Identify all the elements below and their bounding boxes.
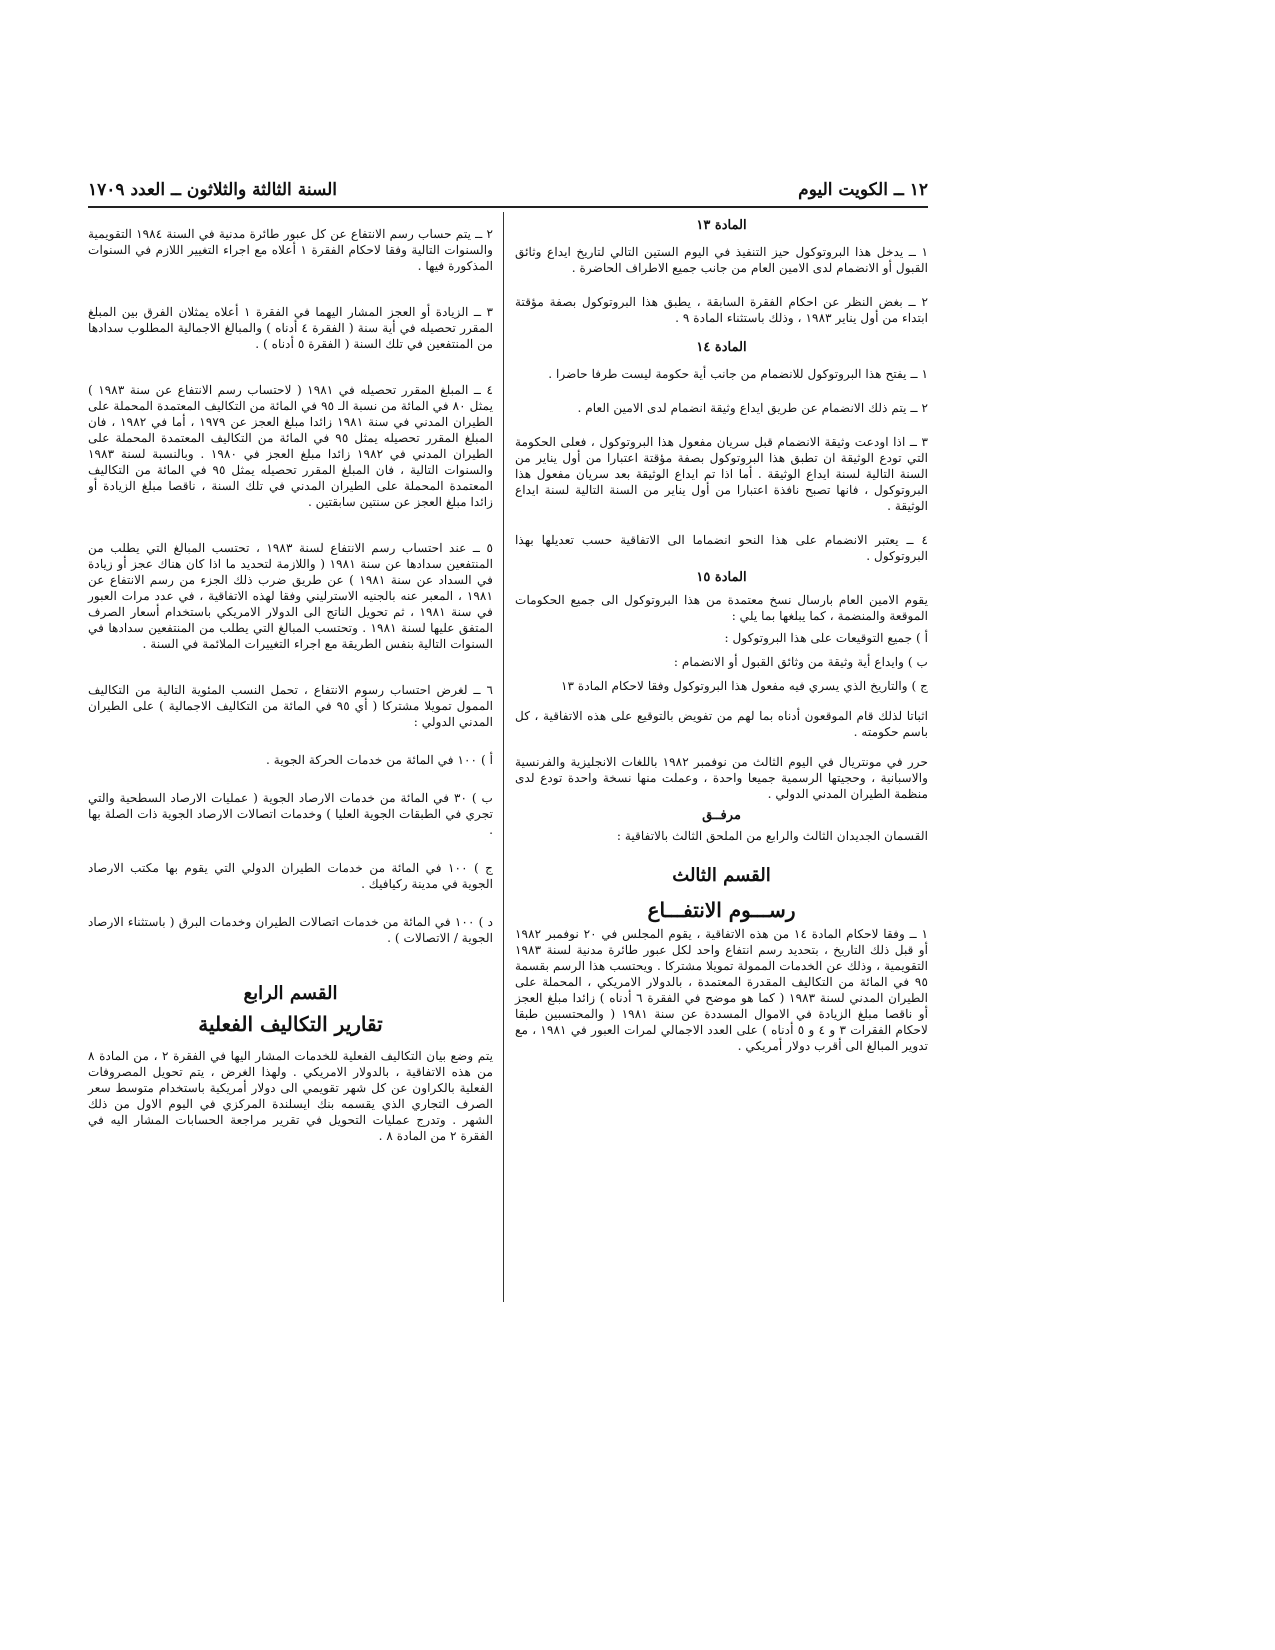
part-4-paragraph-1: يتم وضع بيان التكاليف الفعلية للخدمات المشار اليها في الفقرة ٢ ، من المادة ٨ من هذه الاتفاقية ، بالدولار الامريكي . ولهذا الغرض ، يتم تحويل المصروفات الفعلية بالكراون عن كل شهر تقويمي الى دولار أمريكية باستخدام متوسط سعر الصرف التجاري الذي يقسمه بنك ايسلندة المركزي في اليوم الاول من ذلك الشهر . وتدرج عمليات التحويل في تقرير مراجعة الحسابات المشار اليه في الفقرة ٢ من المادة ٨ . <box>88 1049 493 1143</box>
part-3-subheading: رســـوم الانتفـــاع <box>647 898 796 922</box>
article-14-paragraph-1: ١ ــ يفتح هذا البروتوكول للانضمام من جانب أية حكومة ليست طرفا حاضرا . <box>548 367 928 381</box>
paragraph-6-item-c: ج ) ١٠٠ في المائة من خدمات الطيران الدولي التي يقوم بها مكتب الارصاد الجوية في مدينة ركيافيك . <box>88 861 493 891</box>
paragraph-6-item-b: ب ) ٣٠ في المائة من خدمات الارصاد الجوية ( عمليات الارصاد السطحية والتي تجري في الطبقات الجوية العليا ) وخدمات اتصالات الارصاد الجوية ذات الصلة بها . <box>88 791 493 837</box>
article-15-item-a: أ ) جميع التوقيعات على هذا البروتوكول : <box>724 631 928 645</box>
left-column <box>88 226 493 1144</box>
article-14-paragraph-2: ٢ ــ يتم ذلك الانضمام عن طريق ايداع وثيقة انضمام لدى الامين العام . <box>577 401 928 415</box>
part-3-paragraph-4: ٤ ــ المبلغ المقرر تحصيله في ١٩٨١ ( لاحتساب رسم الانتفاع عن سنة ١٩٨٣ ) يمثل ٨٠ في المائة من نسبة الـ ٩٥ في المائة من التكاليف المعتمدة المحملة على الطيران المدني في سنة ١٩٨١ زائدا مبلغ العجز عن ١٩٧٩ ، أما في ١٩٨٢ ، فان المبلغ المقرر تحصيله يمثل ٩٥ في المائة من التكاليف المعتمدة المحملة على الطيران المدني في ١٩٨٢ زائدا مبلغ العجز في ١٩٨٠ . وبالنسبة لسنة ١٩٨٣ والسنوات التالية ، فان المبلغ المقرر تحصيله يمثل ٩٥ في المائة من التكاليف المعتمدة المحملة على الطيران المدني في تلك السنة ، ناقصا مبلغ الزيادة أو زائدا مبلغ العجز عن سنتين سابقتين . <box>88 383 494 509</box>
article-13-heading: المادة ١٣ <box>696 218 747 233</box>
page-title: ١٢ ــ الكويت اليوم <box>798 180 928 200</box>
article-14-heading: المادة ١٤ <box>696 340 747 355</box>
annex-heading: مرفــق <box>702 808 741 823</box>
issue-info: السنة الثالثة والثلاثون ــ العدد ١٧٠٩ <box>88 180 338 200</box>
part-3-paragraph-3: ٣ ــ الزيادة أو العجز المشار اليهما في الفقرة ١ أعلاه يمثلان الفرق بين المبلغ المقرر تحصيله في أية سنة ( الفقرة ٤ أدناه ) والمبالغ الاجمالية المطلوب سدادها من المنتفعين في تلك السنة ( الفقرة ٥ أدناه ) . <box>88 305 493 351</box>
header-rule <box>88 206 928 208</box>
article-15-heading: المادة ١٥ <box>696 570 747 585</box>
article-14-paragraph-4: ٤ ــ يعتبر الانضمام على هذا النحو انضماما الى الاتفاقية حسب تعديلها بهذا البروتوكول . <box>515 533 928 563</box>
article-15-item-c: ج ) والتاريخ الذي يسري فيه مفعول هذا البروتوكول وفقا لاحكام المادة ١٣ <box>560 679 928 693</box>
right-column <box>515 218 928 1054</box>
witness-clause: اثباتا لذلك قام الموقعون أدناه بما لهم من تفويض بالتوقيع على هذه الاتفاقية ، كل باسم حكومته . <box>515 709 928 739</box>
part-3-paragraph-2: ٢ ــ يتم حساب رسم الانتفاع عن كل عبور طائرة مدنية في السنة ١٩٨٤ التقويمية والسنوات التالية وفقا لاحكام الفقرة ١ أعلاه مع اجراء التغيير اللازم في السنوات المذكورة فيها . <box>88 227 493 273</box>
article-15-intro: يقوم الامين العام بارسال نسخ معتمدة من هذا البروتوكول الى جميع الحكومات الموقعة والمنضمة ، كما يبلغها بما يلي : <box>515 593 928 623</box>
paragraph-6-item-d: د ) ١٠٠ في المائة من خدمات اتصالات الطيران وخدمات البرق ( باستثناء الارصاد الجوية / الاتصالات ) . <box>88 915 494 945</box>
part-4-subheading: تقارير التكاليف الفعلية <box>198 1012 383 1036</box>
column-divider <box>503 212 504 1302</box>
article-14-paragraph-3: ٣ ــ اذا اودعت وثيقة الانضمام قبل سريان مفعول هذا البروتوكول ، فعلى الحكومة التي تودع الوثيقة ان تطبق هذا البروتوكول بصفة مؤقتة اعتبارا من أول يناير من السنة التالية لسنة ايداع الوثيقة . أما اذا تم ايداع الوثيقة بعد سريان مفعول هذا البروتوكول ، فانها تصبح نافذة اعتبارا من أول يناير من السنة التالية لسنة ايداع الوثيقة . <box>515 435 928 513</box>
done-at-clause: حرر في مونتريال في اليوم الثالث من نوفمبر ١٩٨٢ باللغات الانجليزية والفرنسية والاسبانية ، وحجيتها الرسمية جميعا واحدة ، وعملت منها نسخة واحدة تودع لدى منظمة الطيران المدني الدولي . <box>515 755 928 801</box>
part-3-heading: القسم الثالث <box>672 865 771 886</box>
part-3-paragraph-1: ١ ــ وفقا لاحكام المادة ١٤ من هذه الاتفاقية ، يقوم المجلس في ٢٠ نوفمبر ١٩٨٢ أو قبل ذلك التاريخ ، بتحديد رسم انتفاع واحد لكل عبور طائرة مدنية لسنة ١٩٨٣ التقويمية ، وذلك عن الخدمات الممولة تمويلا مشتركا . ويحتسب هذا الرسم بقسمة ٩٥ في المائة من التكاليف المقدرة المعتمدة ، بالدولار الامريكي ، المحملة على الطيران المدني لسنة ١٩٨٣ ( كما هو موضح في الفقرة ٦ أدناه ) زائدا مبلغ العجز أو ناقصا مبلغ الزيادة في الاموال المسددة عن سنة ١٩٨١ ( والمحتسبين طبقا لاحكام الفقرات ٣ و ٤ و ٥ أدناه ) على العدد الاجمالي لمرات العبور في ١٩٨١ ، مع تدوير المبالغ الى أقرب دولار أمريكي . <box>515 927 928 1053</box>
annex-text: القسمان الجديدان الثالث والرابع من الملحق الثالث بالاتفاقية : <box>616 829 928 843</box>
article-13-paragraph-2: ٢ ــ بغض النظر عن احكام الفقرة السابقة ، يطبق هذا البروتوكول بصفة مؤقتة ابتداء من أول يناير ١٩٨٣ ، وذلك باستثناء المادة ٩ . <box>515 295 928 325</box>
article-13-paragraph-1: ١ ــ يدخل هذا البروتوكول حيز التنفيذ في اليوم الستين التالي لتاريخ ايداع وثائق القبول أو الانضمام لدى الامين العام من جانب جميع الاطراف الحاضرة . <box>515 245 928 275</box>
part-3-paragraph-5: ٥ ــ عند احتساب رسم الانتفاع لسنة ١٩٨٣ ، تحتسب المبالغ التي يطلب من المنتفعين سدادها عن سنة ١٩٨١ ( واللازمة لتحديد ما اذا كان هناك عجز أو زيادة في السداد عن سنة ١٩٨١ ) عن طريق ضرب ذلك الجزء من رسم الانتفاع عن ١٩٨١ ، المعبر عنه بالجنيه الاسترليني وفقا لهذه الاتفاقية ، في عدد مرات العبور في سنة ١٩٨١ ، ثم تحويل الناتج الى الدولار الامريكي باستخدام أسعار الصرف المتفق عليها لسنة ١٩٨١ . وتحتسب المبالغ التي يطلب من المنتفعين سدادها في السنوات التالية بنفس الطريقة مع اجراء التغييرات الملائمة في السنة . <box>88 541 494 651</box>
paragraph-6-item-a: أ ) ١٠٠ في المائة من خدمات الحركة الجوية . <box>266 753 493 767</box>
part-3-paragraph-6: ٦ ــ لغرض احتساب رسوم الانتفاع ، تحمل النسب المئوية التالية من التكاليف الممول تمويلا مشتركا ( أي ٩٥ في المائة من التكاليف الاجمالية ) على الطيران المدني الدولي : <box>88 683 494 729</box>
part-4-heading: القسم الرابع <box>243 983 338 1004</box>
article-15-item-b: ب ) وايداع أية وثيقة من وثائق القبول أو الانضمام : <box>673 655 928 669</box>
